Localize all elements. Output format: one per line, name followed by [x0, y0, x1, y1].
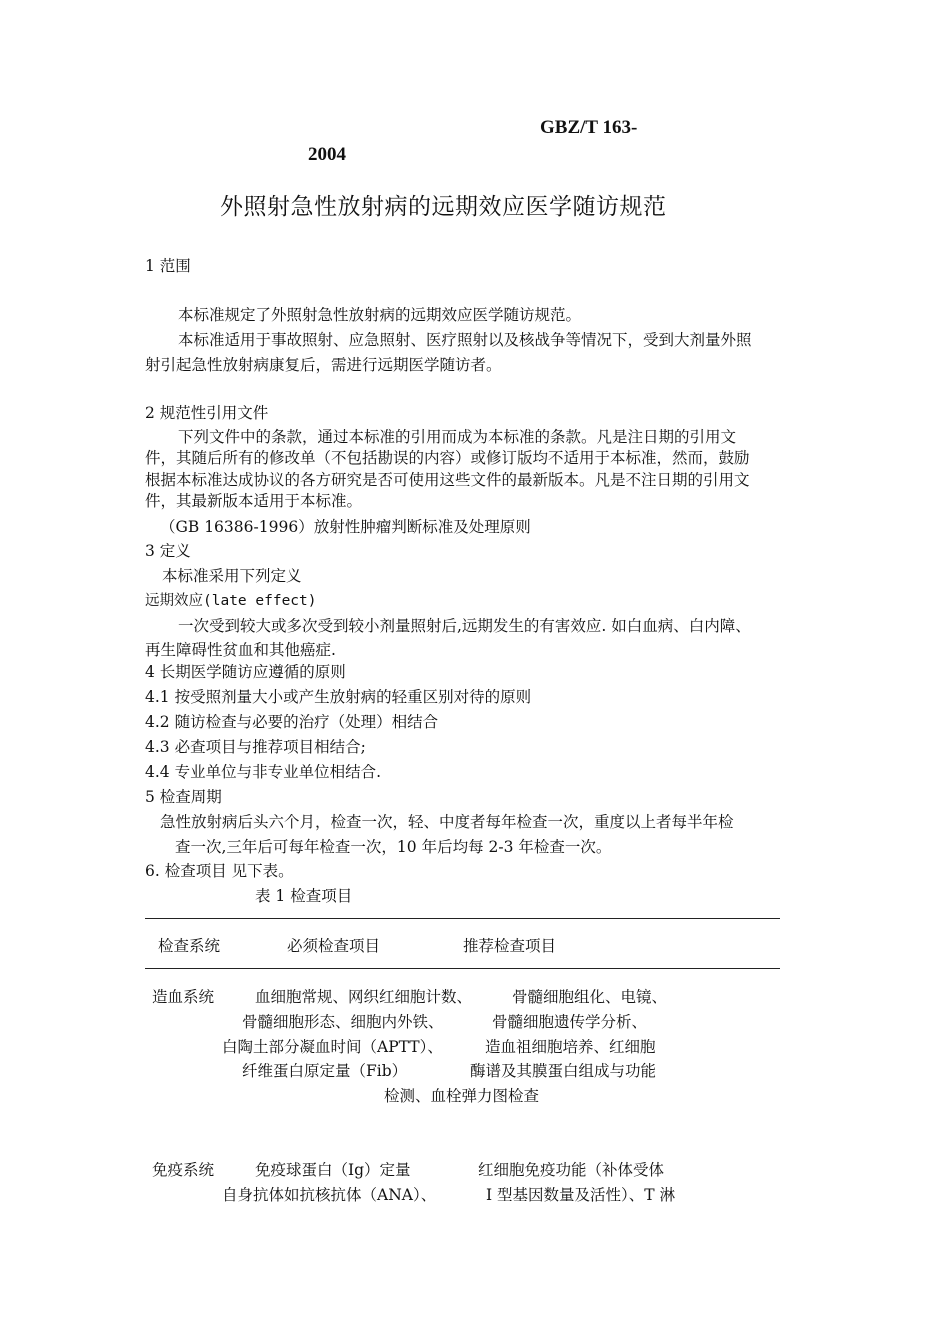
table-cell-recommended: 红细胞免疫功能（补体受体	[478, 1161, 665, 1179]
table-cell-required: 白陶土部分凝血时间（APTT）、	[222, 1038, 443, 1056]
section-2-paragraph: 件，其最新版本适用于本标准。	[145, 492, 363, 510]
standard-year: 2004	[308, 144, 346, 165]
table-cell-recommended: 检测、血栓弹力图检查	[384, 1087, 540, 1105]
definition-text: 一次受到较大或多次受到较小剂量照射后,远期发生的有害效应. 如白血病、白内障、	[178, 617, 751, 635]
principle-item: 4.3 必查项目与推荐项目相结合;	[145, 738, 366, 756]
section-3-heading: 3 定义	[145, 542, 191, 560]
document-title: 外照射急性放射病的远期效应医学随访规范	[220, 194, 667, 220]
section-2-heading: 2 规范性引用文件	[145, 404, 269, 422]
table-cell-recommended: I 型基因数量及活性）、T 淋	[486, 1186, 676, 1204]
column-header-system: 检查系统	[158, 937, 221, 955]
section-2-paragraph: 下列文件中的条款，通过本标准的引用而成为本标准的条款。凡是注日期的引用文	[178, 428, 737, 446]
table-cell-required: 自身抗体如抗核抗体（ANA）、	[222, 1186, 437, 1204]
table-cell-recommended: 骨髓细胞遗传学分析、	[492, 1013, 648, 1031]
table-cell-system: 造血系统	[152, 988, 215, 1006]
table-cell-recommended: 酶谱及其膜蛋白组成与功能	[470, 1062, 657, 1080]
section-5-paragraph: 查一次,三年后可每年检查一次，10 年后均每 2-3 年检查一次。	[175, 838, 612, 856]
section-2-paragraph: 件，其随后所有的修改单（不包括勘误的内容）或修订版均不适用于本标准，然而，鼓励	[145, 449, 750, 467]
table-cell-required: 骨髓细胞形态、细胞内外铁、	[242, 1013, 444, 1031]
table-header-rule	[145, 968, 780, 969]
standard-code: GBZ/T 163-	[540, 117, 638, 138]
table-caption: 表 1 检查项目	[255, 887, 353, 905]
table-cell-recommended: 造血祖细胞培养、红细胞	[485, 1038, 656, 1056]
section-5-paragraph: 急性放射病后头六个月，检查一次，轻、中度者每年检查一次，重度以上者每半年检	[160, 813, 734, 831]
section-4-heading: 4 长期医学随访应遵循的原则	[145, 663, 346, 681]
principle-item: 4.2 随访检查与必要的治疗（处理）相结合	[145, 713, 439, 731]
section-1-paragraph: 本标准规定了外照射急性放射病的远期效应医学随访规范。	[178, 306, 582, 324]
column-header-required: 必须检查项目	[287, 937, 381, 955]
normative-reference: （GB 16386-1996）放射性肿瘤判断标准及处理原则	[160, 518, 531, 536]
definition-term: 远期效应(late effect)	[145, 593, 317, 609]
table-cell-recommended: 骨髓细胞组化、电镜、	[512, 988, 668, 1006]
section-6-heading: 6. 检查项目 见下表。	[145, 862, 294, 880]
column-header-recommended: 推荐检查项目	[463, 937, 557, 955]
table-cell-required: 免疫球蛋白（Ig）定量	[255, 1161, 411, 1179]
section-1-paragraph: 射引起急性放射病康复后，需进行远期医学随访者。	[145, 356, 502, 374]
table-cell-required: 纤维蛋白原定量（Fib）	[242, 1062, 408, 1080]
table-top-rule	[145, 918, 780, 919]
principle-item: 4.4 专业单位与非专业单位相结合.	[145, 763, 382, 781]
section-2-paragraph: 根据本标准达成协议的各方研究是否可使用这些文件的最新版本。凡是不注日期的引用文	[145, 471, 750, 489]
section-1-heading: 1 范围	[145, 257, 191, 275]
principle-item: 4.1 按受照剂量大小或产生放射病的轻重区别对待的原则	[145, 688, 532, 706]
section-3-paragraph: 本标准采用下列定义	[162, 567, 302, 585]
section-1-paragraph: 本标准适用于事故照射、应急照射、医疗照射以及核战争等情况下，受到大剂量外照	[178, 331, 752, 349]
table-cell-required: 血细胞常规、网织红细胞计数、	[255, 988, 473, 1006]
table-cell-system: 免疫系统	[152, 1161, 215, 1179]
section-5-heading: 5 检查周期	[145, 788, 222, 806]
definition-text: 再生障碍性贫血和其他癌症.	[145, 641, 336, 659]
